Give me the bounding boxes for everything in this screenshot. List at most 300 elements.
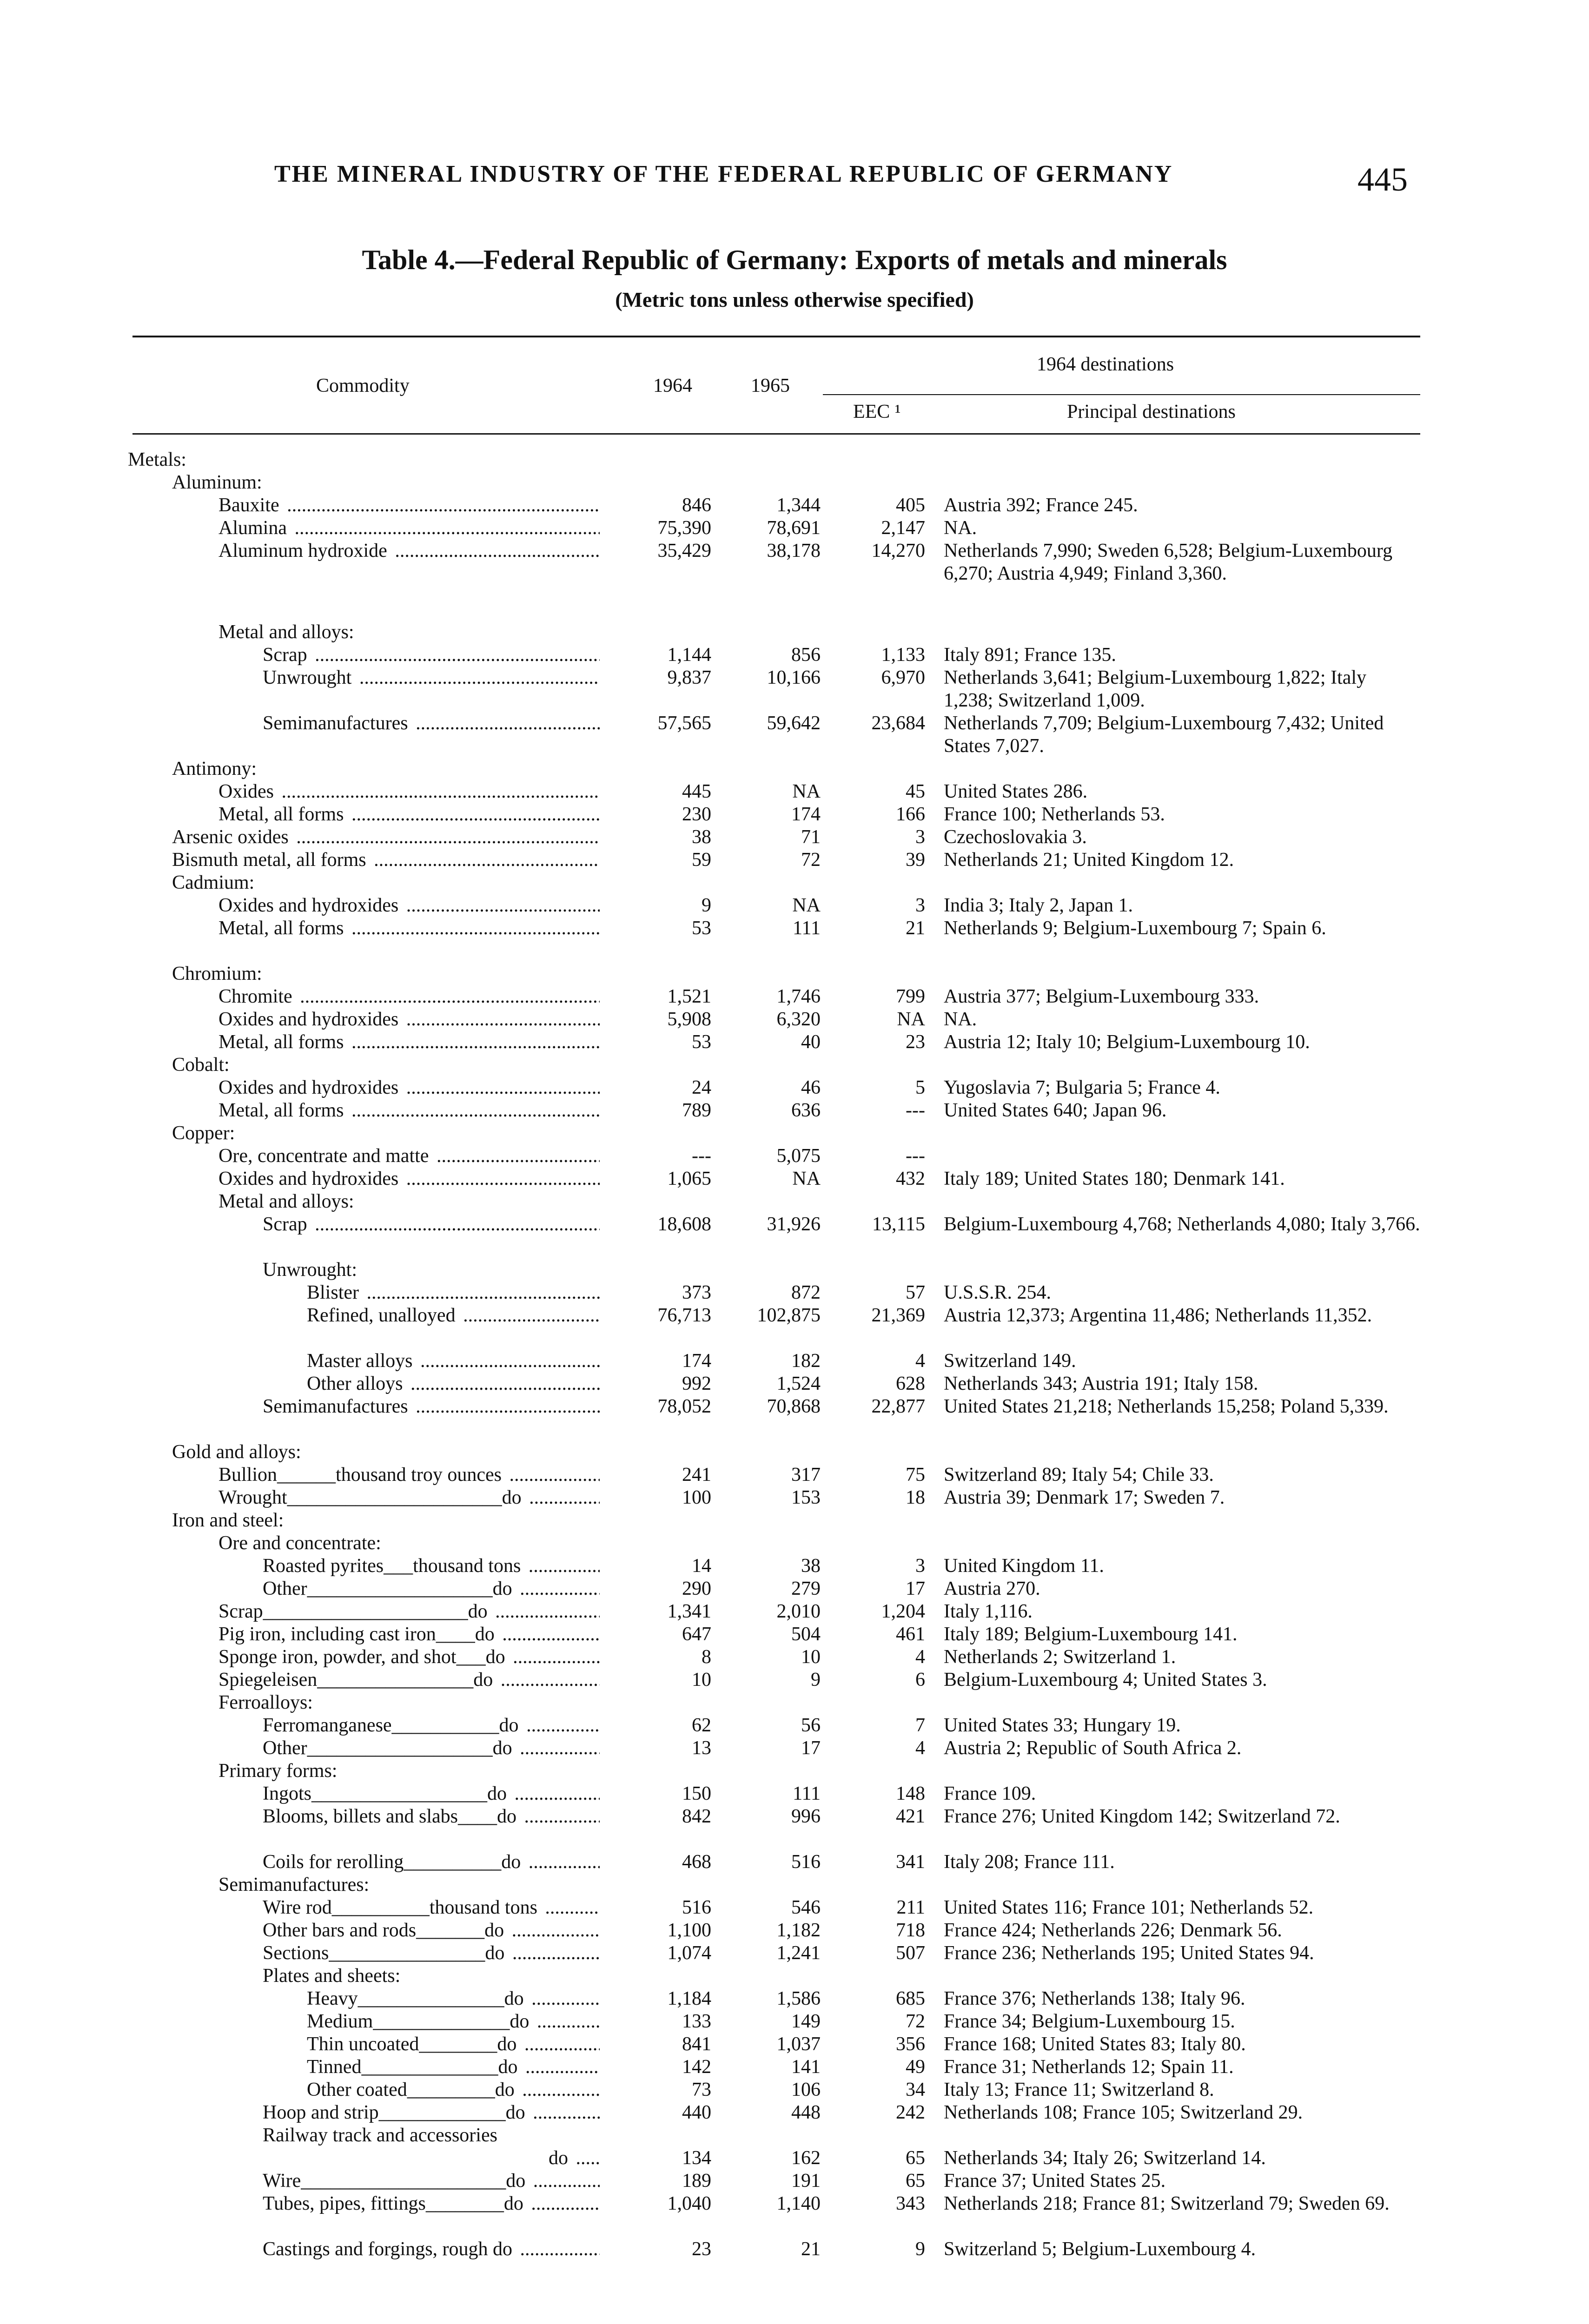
commodity-label: Scrap_____________________do xyxy=(218,1601,490,1622)
commodity-label: Iron and steel: xyxy=(172,1510,286,1531)
commodity-name xyxy=(218,1623,600,1646)
value-eec: 718 xyxy=(896,1920,925,1941)
value-eec: --- xyxy=(906,1100,925,1121)
table-row xyxy=(0,2101,1589,2124)
commodity-name xyxy=(218,1008,600,1031)
value-eec: 75 xyxy=(906,1464,925,1486)
table-row xyxy=(0,894,1589,917)
commodity-label: Oxides and hydroxides xyxy=(218,1009,401,1030)
value-1965: 149 xyxy=(791,2011,821,2032)
value-1965: 872 xyxy=(791,1282,821,1303)
commodity-name xyxy=(172,826,600,849)
table-row xyxy=(0,2147,1589,2170)
commodity-name xyxy=(218,1600,600,1623)
value-1965: 504 xyxy=(791,1624,821,1645)
value-1964: 14 xyxy=(692,1555,711,1577)
table-row xyxy=(0,1965,1589,1987)
value-1964: 76,713 xyxy=(657,1305,711,1326)
principal-destinations: Switzerland 5; Belgium-Luxembourg 4. xyxy=(944,2238,1256,2260)
value-eec: 341 xyxy=(896,1851,925,1873)
principal-destinations: France 236; Netherlands 195; United States 94. xyxy=(944,1942,1314,1964)
value-eec: 211 xyxy=(896,1897,925,1918)
value-1964: 24 xyxy=(692,1077,711,1098)
value-1964: 53 xyxy=(692,918,711,939)
commodity-name xyxy=(172,1441,600,1464)
table-row xyxy=(0,1464,1589,1486)
commodity-name xyxy=(172,872,600,894)
value-1964: 992 xyxy=(682,1373,711,1394)
commodity-name xyxy=(307,1281,600,1304)
commodity-label: Bullion______thousand troy ounces xyxy=(218,1464,504,1486)
commodity-name xyxy=(218,894,600,917)
table-row xyxy=(0,494,1589,517)
value-eec: 7 xyxy=(915,1715,925,1736)
value-1964: 57,565 xyxy=(657,713,711,734)
principal-destinations: United Kingdom 11. xyxy=(944,1555,1104,1577)
commodity-label: Wire rod__________thousand tons xyxy=(263,1897,540,1918)
commodity-label: Heavy_______________do xyxy=(307,1988,527,2009)
commodity-name xyxy=(172,1054,600,1076)
commodity-name xyxy=(307,1304,600,1327)
commodity-name xyxy=(218,803,600,826)
value-1965: 38 xyxy=(801,1555,821,1577)
table-row xyxy=(0,517,1589,540)
value-1964: 230 xyxy=(682,804,711,825)
value-1964: 842 xyxy=(682,1806,711,1827)
commodity-label: Refined, unalloyed xyxy=(307,1305,458,1326)
value-1964: 75,390 xyxy=(657,517,711,539)
commodity-label: Scrap xyxy=(263,644,310,666)
commodity-label: Roasted pyrites___thousand tons xyxy=(263,1555,523,1577)
value-1964: 789 xyxy=(682,1100,711,1121)
table-row xyxy=(0,1942,1589,1965)
commodity-label: Bismuth metal, all forms xyxy=(172,849,369,871)
principal-destinations: Belgium-Luxembourg 4,768; Netherlands 4,080; Italy 3,766. xyxy=(944,1214,1420,1235)
commodity-name xyxy=(263,1714,600,1737)
commodity-label: Pig iron, including cast iron____do xyxy=(218,1624,497,1645)
principal-destinations: Netherlands 218; France 81; Switzerland 79; Sweden 69. xyxy=(944,2193,1390,2214)
value-eec: 21 xyxy=(906,918,925,939)
table-title: Table 4.—Federal Republic of Germany: Exports of metals and minerals xyxy=(362,244,1227,275)
principal-destinations: France 109. xyxy=(944,1783,1036,1804)
value-1964: 59 xyxy=(692,849,711,871)
value-1964: 18,608 xyxy=(657,1214,711,1235)
principal-destinations: United States 640; Japan 96. xyxy=(944,1100,1167,1121)
commodity-name xyxy=(263,1851,600,1874)
principal-destinations: Netherlands 7,709; Belgium-Luxembourg 7,432; United States 7,027. xyxy=(944,713,1384,757)
value-1965: 1,241 xyxy=(776,1942,821,1964)
value-eec: 799 xyxy=(896,986,925,1007)
commodity-name xyxy=(263,1919,600,1942)
value-eec: 356 xyxy=(896,2034,925,2055)
commodity-name xyxy=(218,494,600,517)
commodity-label: Tinned______________do xyxy=(307,2056,521,2078)
principal-destinations: Netherlands 34; Italy 26; Switzerland 14. xyxy=(944,2147,1266,2169)
principal-destinations: Netherlands 3,641; Belgium-Luxembourg 1,822; Italy 1,238; Switzerland 1,009. xyxy=(944,667,1367,711)
value-eec: 21,369 xyxy=(871,1305,925,1326)
principal-destinations: Netherlands 7,990; Sweden 6,528; Belgium-Luxembourg 6,270; Austria 4,949; Finland 3,360. xyxy=(944,540,1393,584)
principal-destinations: Austria 12; Italy 10; Belgium-Luxembourg 10. xyxy=(944,1031,1310,1053)
value-eec: 242 xyxy=(896,2102,925,2123)
header-1965: 1965 xyxy=(751,375,790,396)
commodity-label: Cobalt: xyxy=(172,1054,232,1076)
value-1964: 9 xyxy=(702,895,711,916)
value-1965: 1,344 xyxy=(776,495,821,516)
commodity-name xyxy=(263,2238,600,2261)
principal-destinations: Italy 189; Belgium-Luxembourg 141. xyxy=(944,1624,1238,1645)
table-row xyxy=(0,1190,1589,1213)
table-row xyxy=(0,2238,1589,2261)
value-1965: 1,524 xyxy=(776,1373,821,1394)
value-eec: 432 xyxy=(896,1168,925,1189)
table-row xyxy=(0,1031,1589,1054)
value-eec: NA xyxy=(897,1009,925,1030)
commodity-label: Primary forms: xyxy=(218,1760,340,1782)
commodity-label: Metal and alloys: xyxy=(218,621,357,643)
table-row xyxy=(0,1646,1589,1669)
value-1964: 468 xyxy=(682,1851,711,1873)
commodity-label: Medium______________do xyxy=(307,2011,532,2032)
value-1965: 78,691 xyxy=(767,517,821,539)
commodity-name xyxy=(172,849,600,872)
principal-destinations: France 376; Netherlands 138; Italy 96. xyxy=(944,1988,1245,2009)
principal-destinations: Austria 392; France 245. xyxy=(944,495,1138,516)
value-1964: 133 xyxy=(682,2011,711,2032)
header-destinations-group: 1964 destinations xyxy=(1037,354,1174,375)
commodity-name xyxy=(263,2170,600,2192)
value-1964: 174 xyxy=(682,1350,711,1372)
value-1964: 1,341 xyxy=(667,1601,711,1622)
value-1964: 38 xyxy=(692,826,711,848)
commodity-name xyxy=(307,1373,600,1395)
principal-destinations: Netherlands 108; France 105; Switzerland 29. xyxy=(944,2102,1303,2123)
value-1965: 17 xyxy=(801,1737,821,1759)
value-1965: 10,166 xyxy=(767,667,821,688)
value-1965: 1,037 xyxy=(776,2034,821,2055)
table-row xyxy=(0,540,1589,608)
value-1965: 516 xyxy=(791,1851,821,1873)
commodity-name xyxy=(307,2079,600,2101)
principal-destinations: France 100; Netherlands 53. xyxy=(944,804,1165,825)
table-row xyxy=(0,2010,1589,2033)
value-1965: 162 xyxy=(791,2147,821,2169)
table-row xyxy=(0,1532,1589,1555)
value-1965: 59,642 xyxy=(767,713,821,734)
commodity-name xyxy=(218,917,600,940)
table-row xyxy=(0,2033,1589,2056)
value-1964: 516 xyxy=(682,1897,711,1918)
value-eec: 507 xyxy=(896,1942,925,1964)
table-row xyxy=(0,1509,1589,1532)
commodity-name xyxy=(218,1760,600,1783)
value-eec: 1,133 xyxy=(881,644,925,666)
commodity-name xyxy=(263,1259,600,1281)
table-top-rule xyxy=(132,336,1420,337)
value-1964: 73 xyxy=(692,2079,711,2100)
value-1964: 10 xyxy=(692,1669,711,1690)
principal-destinations: France 37; United States 25. xyxy=(944,2170,1166,2192)
value-1965: 1,182 xyxy=(776,1920,821,1941)
commodity-name xyxy=(218,1031,600,1054)
table-row xyxy=(0,1373,1589,1395)
table-row xyxy=(0,1145,1589,1168)
table-row xyxy=(0,712,1589,758)
value-eec: 14,270 xyxy=(871,540,925,561)
commodity-label: Railway track and accessories xyxy=(263,2125,500,2146)
value-1965: 70,868 xyxy=(767,1396,821,1417)
value-eec: 49 xyxy=(906,2056,925,2078)
principal-destinations: United States 286. xyxy=(944,781,1088,802)
principal-destinations: Austria 12,373; Argentina 11,486; Netherlands 11,352. xyxy=(944,1305,1372,1326)
value-eec: 22,877 xyxy=(871,1396,925,1417)
principal-destinations: NA. xyxy=(944,1009,977,1030)
commodity-label: Metal, all forms xyxy=(218,1031,346,1053)
value-1965: 102,875 xyxy=(757,1305,821,1326)
table-row xyxy=(0,1783,1589,1805)
commodity-name xyxy=(263,1578,600,1600)
commodity-name xyxy=(263,2192,600,2215)
value-1965: NA xyxy=(792,895,821,916)
table-row xyxy=(0,872,1589,894)
value-eec: 34 xyxy=(906,2079,925,2100)
value-eec: 461 xyxy=(896,1624,925,1645)
commodity-label: Metal, all forms xyxy=(218,918,346,939)
value-1964: 78,052 xyxy=(657,1396,711,1417)
table-row xyxy=(0,1578,1589,1600)
commodity-label: Chromium: xyxy=(172,963,265,984)
value-eec: 6 xyxy=(915,1669,925,1690)
commodity-name xyxy=(263,1942,600,1965)
table-body xyxy=(0,449,1589,2261)
commodity-name xyxy=(128,449,600,471)
principal-destinations: Austria 2; Republic of South Africa 2. xyxy=(944,1737,1242,1759)
commodity-name xyxy=(263,1896,600,1919)
value-1964: 62 xyxy=(692,1715,711,1736)
principal-destinations: France 34; Belgium-Luxembourg 15. xyxy=(944,2011,1235,2032)
commodity-label: Other bars and rods_______do xyxy=(263,1920,507,1941)
value-1965: 856 xyxy=(791,644,821,666)
principal-destinations: Netherlands 21; United Kingdom 12. xyxy=(944,849,1234,871)
value-1965: 141 xyxy=(791,2056,821,2078)
value-1964: 846 xyxy=(682,495,711,516)
table-row xyxy=(0,1281,1589,1304)
commodity-label: Semimanufactures xyxy=(263,1396,411,1417)
commodity-label: Spiegeleisen________________do xyxy=(218,1669,496,1690)
value-1965: 1,746 xyxy=(776,986,821,1007)
commodity-label: Other alloys xyxy=(307,1373,405,1394)
table-row xyxy=(0,1054,1589,1076)
running-header: THE MINERAL INDUSTRY OF THE FEDERAL REPUBLIC OF GERMANY xyxy=(274,161,1173,187)
value-eec: 6,970 xyxy=(881,667,925,688)
value-eec: 3 xyxy=(915,1555,925,1577)
table-row xyxy=(0,1669,1589,1691)
commodity-name xyxy=(218,1486,600,1509)
value-1965: 191 xyxy=(791,2170,821,2192)
value-1964: 53 xyxy=(692,1031,711,1053)
commodity-label: Ferromanganese___________do xyxy=(263,1715,522,1736)
principal-destinations: Italy 13; France 11; Switzerland 8. xyxy=(944,2079,1214,2100)
commodity-label: Metals: xyxy=(128,449,189,470)
commodity-name xyxy=(263,1395,600,1418)
commodity-name xyxy=(172,758,600,780)
value-eec: 45 xyxy=(906,781,925,802)
table-row xyxy=(0,1076,1589,1099)
commodity-label: Oxides and hydroxides xyxy=(218,1168,401,1189)
value-1964: 1,144 xyxy=(667,644,711,666)
commodity-name xyxy=(263,2124,600,2147)
table-row xyxy=(0,1737,1589,1760)
commodity-label: Metal, all forms xyxy=(218,1100,346,1121)
value-eec: --- xyxy=(906,1145,925,1167)
value-1965: 46 xyxy=(801,1077,821,1098)
header-commodity: Commodity xyxy=(316,375,410,396)
commodity-label: Oxides and hydroxides xyxy=(218,1077,401,1098)
commodity-name xyxy=(172,963,600,985)
table-row xyxy=(0,1874,1589,1896)
principal-destinations: Italy 891; France 135. xyxy=(944,644,1116,666)
commodity-name xyxy=(218,1464,600,1486)
value-eec: 166 xyxy=(896,804,925,825)
value-eec: 13,115 xyxy=(872,1214,925,1235)
commodity-name xyxy=(172,1122,600,1145)
commodity-label: Oxides xyxy=(218,781,277,802)
table-row xyxy=(0,1851,1589,1874)
table-subtitle: (Metric tons unless otherwise specified) xyxy=(615,288,974,311)
value-eec: 1,204 xyxy=(881,1601,925,1622)
table-row xyxy=(0,1008,1589,1031)
commodity-label: Blister xyxy=(307,1282,362,1303)
table-row xyxy=(0,826,1589,849)
value-1964: 35,429 xyxy=(657,540,711,561)
value-eec: 9 xyxy=(915,2238,925,2260)
table-row xyxy=(0,2192,1589,2238)
table-row xyxy=(0,1896,1589,1919)
commodity-label: Other___________________do xyxy=(263,1578,515,1599)
value-1964: 241 xyxy=(682,1464,711,1486)
value-1964: 445 xyxy=(682,781,711,802)
commodity-label: Antimony: xyxy=(172,758,259,779)
value-eec: 23,684 xyxy=(871,713,925,734)
principal-destinations: United States 21,218; Netherlands 15,258; Poland 5,339. xyxy=(944,1396,1389,1417)
commodity-name xyxy=(263,644,600,667)
principal-destinations: Austria 377; Belgium-Luxembourg 333. xyxy=(944,986,1259,1007)
table-row xyxy=(0,1213,1589,1259)
value-1964: 189 xyxy=(682,2170,711,2192)
table-row xyxy=(0,1760,1589,1783)
principal-destinations: Switzerland 89; Italy 54; Chile 33. xyxy=(944,1464,1214,1486)
commodity-name xyxy=(307,2010,600,2033)
principal-destinations: Czechoslovakia 3. xyxy=(944,826,1087,848)
value-1965: NA xyxy=(792,1168,821,1189)
commodity-label: Coils for rerolling__________do xyxy=(263,1851,523,1873)
commodity-name xyxy=(263,1965,600,1987)
commodity-label: Semimanufactures: xyxy=(218,1874,372,1895)
table-row xyxy=(0,1714,1589,1737)
commodity-label: Blooms, billets and slabs____do xyxy=(263,1806,519,1827)
value-1965: 38,178 xyxy=(767,540,821,561)
commodity-name xyxy=(218,540,600,562)
value-eec: 5 xyxy=(915,1077,925,1098)
table-row xyxy=(0,471,1589,494)
commodity-name xyxy=(263,1783,600,1805)
commodity-label: Aluminum: xyxy=(172,472,265,493)
header-1964: 1964 xyxy=(653,375,692,396)
value-eec: 18 xyxy=(906,1487,925,1508)
value-1965: 40 xyxy=(801,1031,821,1053)
value-eec: 628 xyxy=(896,1373,925,1394)
commodity-label: Cadmium: xyxy=(172,872,257,893)
commodity-label: Metal, all forms xyxy=(218,804,346,825)
commodity-name xyxy=(549,2147,600,2170)
commodity-label: Alumina xyxy=(218,517,290,539)
value-eec: 421 xyxy=(896,1806,925,1827)
principal-destinations: United States 116; France 101; Netherlands 52. xyxy=(944,1897,1314,1918)
table-row xyxy=(0,1259,1589,1281)
commodity-label: Master alloys xyxy=(307,1350,415,1372)
table-row xyxy=(0,803,1589,826)
principal-destinations: India 3; Italy 2, Japan 1. xyxy=(944,895,1133,916)
commodity-name xyxy=(172,1509,600,1532)
value-1964: 134 xyxy=(682,2147,711,2169)
value-1965: NA xyxy=(792,781,821,802)
commodity-name xyxy=(307,2033,600,2056)
principal-destinations: Netherlands 9; Belgium-Luxembourg 7; Spain 6. xyxy=(944,918,1326,939)
value-1965: 153 xyxy=(791,1487,821,1508)
value-eec: 65 xyxy=(906,2147,925,2169)
table-row xyxy=(0,1919,1589,1942)
commodity-name xyxy=(218,1168,600,1190)
value-1965: 546 xyxy=(791,1897,821,1918)
value-eec: 685 xyxy=(896,1988,925,2009)
header-eec: EEC ¹ xyxy=(853,401,901,423)
value-1965: 71 xyxy=(801,826,821,848)
table-row xyxy=(0,1623,1589,1646)
value-1965: 10 xyxy=(801,1646,821,1668)
table-row xyxy=(0,963,1589,985)
table-row xyxy=(0,2124,1589,2147)
value-1965: 111 xyxy=(793,918,821,939)
commodity-name xyxy=(218,1532,600,1555)
value-1964: 1,040 xyxy=(667,2193,711,2214)
commodity-label: Aluminum hydroxide xyxy=(218,540,390,561)
principal-destinations: France 168; United States 83; Italy 80. xyxy=(944,2034,1246,2055)
commodity-label: Ingots__________________do xyxy=(263,1783,510,1804)
commodity-label: Other___________________do xyxy=(263,1737,515,1759)
value-eec: 3 xyxy=(915,826,925,848)
value-1965: 174 xyxy=(791,804,821,825)
table-row xyxy=(0,780,1589,803)
value-eec: 4 xyxy=(915,1646,925,1668)
commodity-label: do xyxy=(549,2147,571,2169)
value-1964: 440 xyxy=(682,2102,711,2123)
principal-destinations: Italy 208; France 111. xyxy=(944,1851,1115,1873)
value-1964: 373 xyxy=(682,1282,711,1303)
commodity-name xyxy=(218,1669,600,1691)
commodity-name xyxy=(218,1099,600,1122)
commodity-label: Gold and alloys: xyxy=(172,1441,304,1463)
commodity-name xyxy=(307,1987,600,2010)
value-eec: 57 xyxy=(906,1282,925,1303)
commodity-name xyxy=(172,471,600,494)
commodity-label: Ore, concentrate and matte xyxy=(218,1145,431,1167)
value-1964: 841 xyxy=(682,2034,711,2055)
commodity-name xyxy=(218,1691,600,1714)
commodity-label: Wire_____________________do xyxy=(263,2170,528,2192)
value-eec: 343 xyxy=(896,2193,925,2214)
value-1964: 100 xyxy=(682,1487,711,1508)
principal-destinations: Switzerland 149. xyxy=(944,1350,1076,1372)
table-row xyxy=(0,849,1589,872)
